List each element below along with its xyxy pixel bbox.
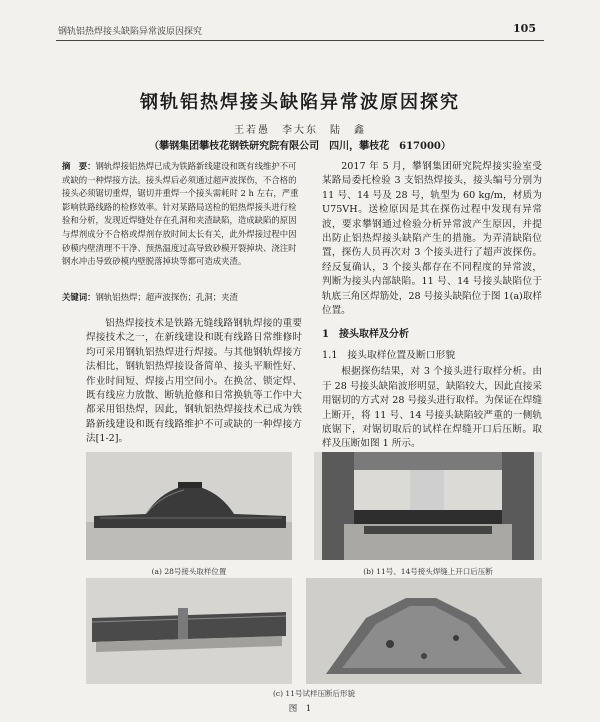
- figure-photo-c-left: [86, 578, 292, 684]
- abstract: [62, 160, 300, 269]
- figure-caption-a: (a) 28号接头取样位置: [151, 567, 227, 576]
- header-rule: [56, 40, 544, 41]
- section-heading-1: 1 接头取样及分析: [322, 329, 409, 341]
- figure-label: 图 1: [288, 704, 312, 714]
- running-head: 钢轨铝热焊接头缺陷异常波原因探究: [58, 27, 203, 37]
- keywords-label: 关键词：: [62, 292, 96, 302]
- abstract-text: 钢轨焊接铝热焊已成为铁路新线建设和既有线维护不可或缺的一种焊接方法。接头焊后必须通过超声波探伤，不合格的接头必须锯切重焊，锯切并重焊一个接头需耗时 2 h 左右，严重影响铁路线路的检修效率。针对某路局送检的铝热焊接头进行检验和分析，发现近焊缝处存在孔洞和夹渣缺陷，造成缺陷的原因与焊剂成分不合格或焊剂存放时间太长有关，此外焊接过程中因砂模内壁清理不干净、预热温度过高导致砂模开裂掉块、浇注时钢水冲击导致砂模内壁脱落掉块等都可造成夹渣。: [62, 161, 299, 267]
- introduction-paragraph: 铝热焊接技术是铁路无缝线路钢轨焊接的重要焊接技术之一，在新线建设和既有线路日常维修时均可采用钢轨铝热焊进行焊接。与其他钢轨焊接方法相比，钢轨铝热焊接设备简单、接头平顺性好、作业时间短、焊接占用空间小。在换岔、锁定焊、既有线应力放散、断轨抢修和日常换轨等工作中大都采用铝热焊，因此，钢轨铝热焊接技术已成为铁路新线建设和既有线路维护不可或缺的一种焊接方法[1-2]。: [86, 318, 302, 445]
- article-authors: 王若愚 李大东 陆 鑫: [234, 125, 366, 136]
- fractured-sample-image: [86, 578, 292, 684]
- body-paragraph-2: 根据探伤结果，对 3 个接头进行取样分析。由于 28 号接头缺陷波形明显，缺陷较大，因此直接采用锯切的方式对 28 号接头进行取样。为保证在焊缝上断开，将 11 号、14 号接头缺陷较严重的一侧轨底锯下，对锯切取后的试样在焊缝开口后压断。取样及压断如图 1 所示。: [322, 366, 542, 450]
- figure-caption-c: (c) 11号试样压断后形貌: [273, 689, 355, 698]
- figure-photo-a: [86, 452, 292, 560]
- figure-caption-b: (b) 11号、14号接头焊缝上开口后压断: [363, 567, 493, 576]
- subsection-heading-1-1: 1.1 接头取样位置及断口形貌: [322, 349, 456, 361]
- abstract-label: 摘 要：: [62, 161, 96, 171]
- press-machine-image: [314, 452, 542, 560]
- figure-photo-b: [314, 452, 542, 560]
- body-paragraph-1: 2017 年 5 月，攀钢集团研究院焊接实验室受某路局委托检验 3 支铝热焊接头，接头编号分别为 11 号、14 号及 28 号，轨型为 60 kg/m，材质为 U75VH。送检原因是其在探伤过程中发现有异常波，要求攀钢通过检验分析异常波产生原因，并提出防止铝热焊接头缺陷产生的措施。为弄清缺陷位置，探伤人员再次对 3 个接头进行了超声波探伤。经反复确认，3 个接头都存在不同程度的异常波，判断为接头内部缺陷。11 号、14 号接头缺陷位于轨底三角区焊筋处，28 号接头缺陷位于图 1(a)取样位置。: [322, 161, 542, 317]
- page-number: 105: [513, 22, 536, 35]
- rail-weld-sample-image: [86, 452, 292, 560]
- keywords: [62, 291, 300, 304]
- article-title: 钢轨铝热焊接头缺陷异常波原因探究: [140, 92, 460, 113]
- figure-photo-c-right: [306, 578, 542, 684]
- keywords-text: 钢轨铝热焊；超声波探伤；孔洞；夹渣: [95, 292, 238, 302]
- article-affiliation: （攀钢集团攀枝花钢铁研究院有限公司 四川，攀枝花 617000）: [149, 141, 451, 152]
- fracture-surface-image: [306, 578, 542, 684]
- right-column: [322, 160, 542, 452]
